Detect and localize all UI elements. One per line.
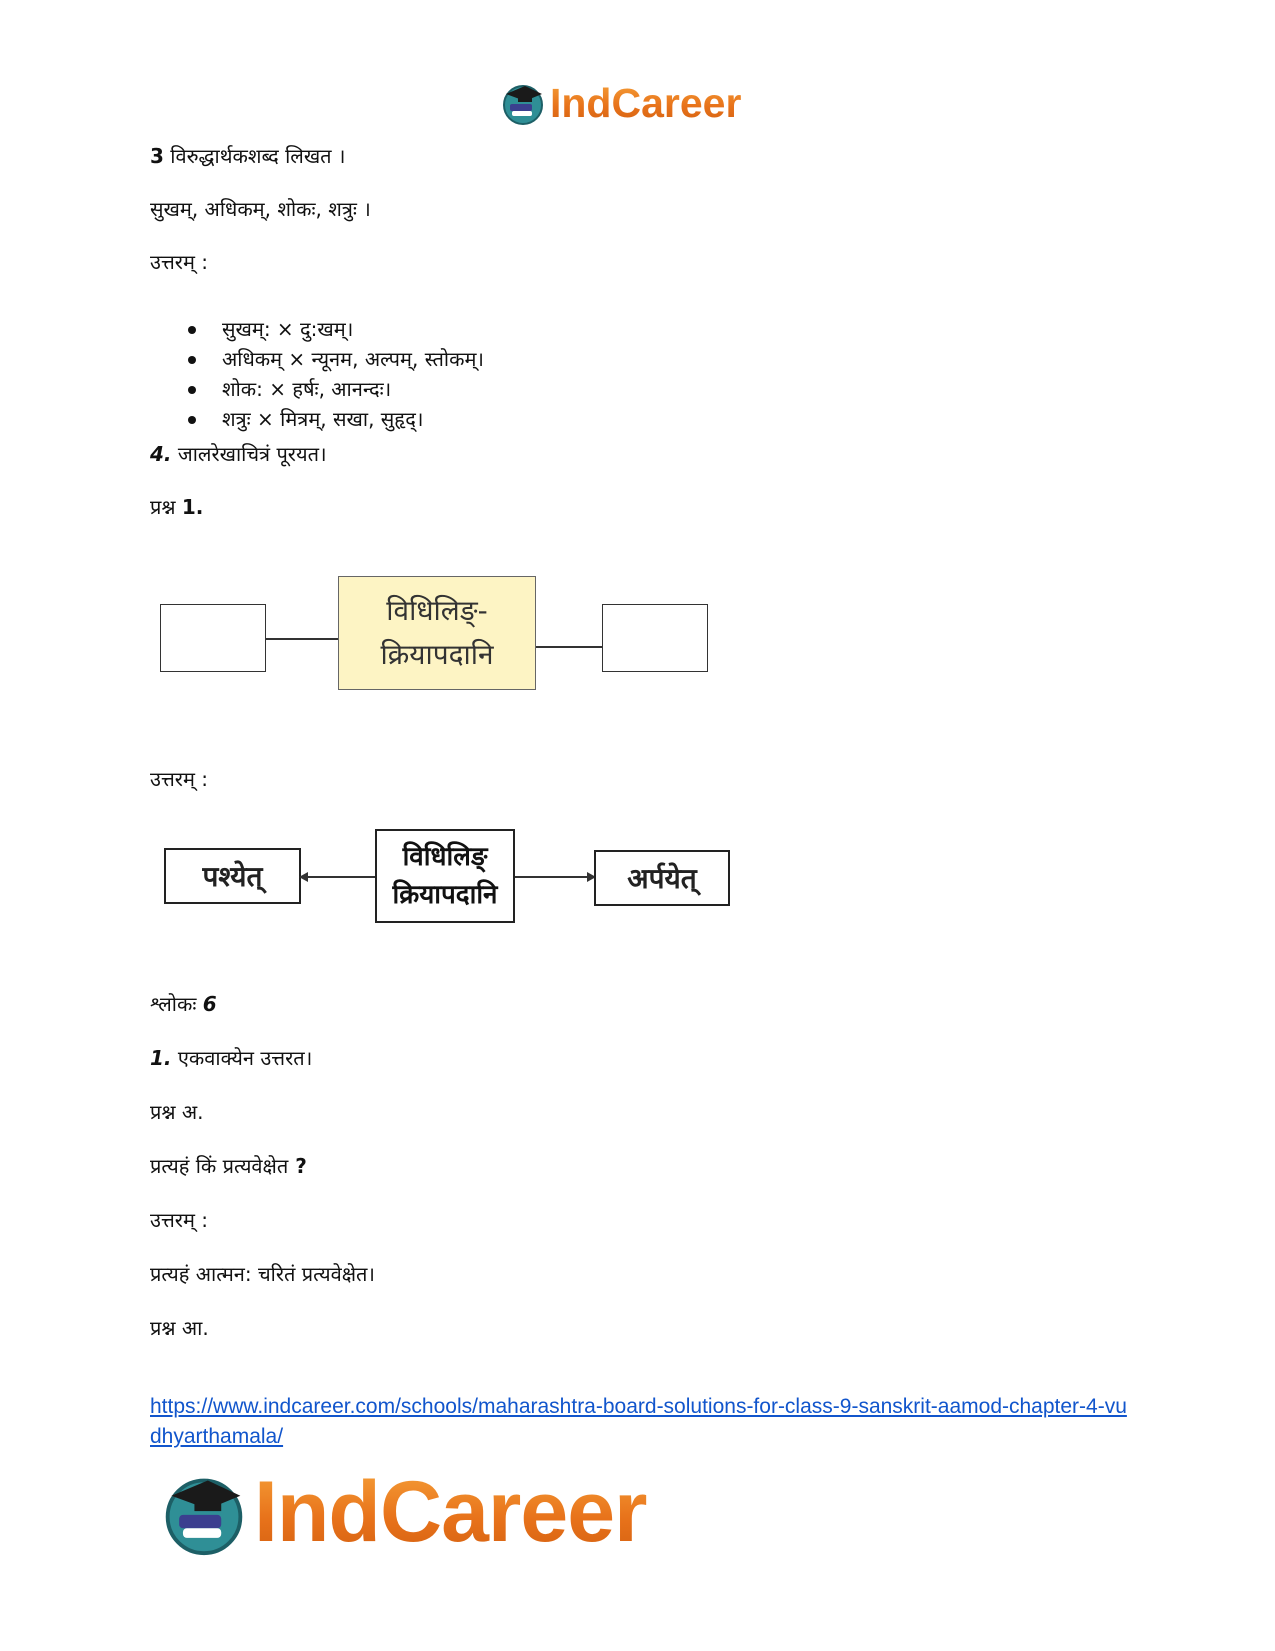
- question-text: एकवाक्येन उत्तरत।: [171, 1046, 313, 1070]
- answer-box-left-text: पश्येत्: [202, 860, 263, 893]
- question-3-words: सुखम्, अधिकम्, शोकः, शत्रुः ।: [150, 197, 371, 221]
- question-number: 1.: [150, 1046, 172, 1070]
- prashna-aa-label: प्रश्न आ.: [150, 1316, 209, 1340]
- question-number: 4.: [150, 442, 172, 466]
- center-box: [338, 576, 536, 690]
- answer-label: उत्तरम् :: [150, 1208, 209, 1232]
- connector-line-right: [536, 646, 602, 648]
- list-item: सुखम्: × दु:खम्।: [186, 314, 484, 344]
- prashna-a-label: प्रश्न अ.: [150, 1100, 204, 1124]
- logo-text: IndCareer: [550, 79, 742, 126]
- answer-center-line2: क्रियापदानि: [392, 880, 498, 910]
- answer-box-right-text: अर्पयेत्: [627, 862, 697, 895]
- antonym-answer-list: [186, 314, 484, 434]
- question-a-text: प्रत्यहं किं प्रत्यवेक्षेत: [150, 1154, 289, 1178]
- arrow-right: [515, 876, 594, 878]
- graduation-globe-icon: [500, 80, 546, 126]
- center-box-line1: विधिलिङ्-: [386, 594, 488, 627]
- graduation-globe-icon: [160, 1469, 248, 1557]
- question-4-heading: [150, 440, 327, 467]
- source-url-link[interactable]: https://www.indcareer.com/schools/maharashtra-board-solutions-for-class-9-sanskrit-aamod-chapter-4-vudhyarthamala/: [150, 1395, 1127, 1448]
- logo-text: IndCareer: [254, 1464, 647, 1560]
- question-text: जालरेखाचित्रं पूरयत।: [171, 442, 327, 466]
- question-number: 3: [150, 144, 164, 168]
- exercise-1-heading: [150, 1044, 312, 1071]
- answer-label: उत्तरम् :: [150, 250, 209, 274]
- question-3-heading: [150, 142, 346, 169]
- answer-box-left: [164, 848, 301, 904]
- prashna-word: प्रश्न: [150, 495, 182, 519]
- indcareer-logo-top: [500, 78, 741, 128]
- answer-center-box: [375, 829, 515, 923]
- empty-box-left: [160, 604, 266, 672]
- list-item: अधिकम् × न्यूनम, अल्पम्, स्तोकम्।: [186, 344, 484, 374]
- indcareer-logo-bottom: [160, 1465, 647, 1560]
- prashna-1-label: [150, 493, 203, 520]
- prashna-number: 1.: [181, 495, 204, 519]
- shloka-heading: [150, 990, 217, 1017]
- question-mark: ?: [288, 1154, 307, 1178]
- shloka-label: श्लोकः: [150, 992, 203, 1016]
- shloka-number: 6: [202, 992, 217, 1016]
- question-a: [150, 1152, 307, 1179]
- answer-label: उत्तरम् :: [150, 767, 209, 791]
- answer-center-line1: विधिलिङ्: [402, 842, 488, 872]
- center-box-line2: क्रियापदानि: [380, 638, 494, 671]
- answer-box-right: [594, 850, 730, 906]
- list-item: शत्रुः × मित्रम्, सखा, सुहृद्।: [186, 404, 484, 434]
- question-text: विरुद्धार्थकशब्द लिखत ।: [163, 144, 346, 168]
- list-item: शोक: × हर्षः, आनन्दः।: [186, 374, 484, 404]
- connector-line-left: [266, 638, 338, 640]
- arrow-left: [301, 876, 375, 878]
- answer-a: प्रत्यहं आत्मन: चरितं प्रत्यवेक्षेत।: [150, 1262, 376, 1286]
- empty-box-right: [602, 604, 708, 672]
